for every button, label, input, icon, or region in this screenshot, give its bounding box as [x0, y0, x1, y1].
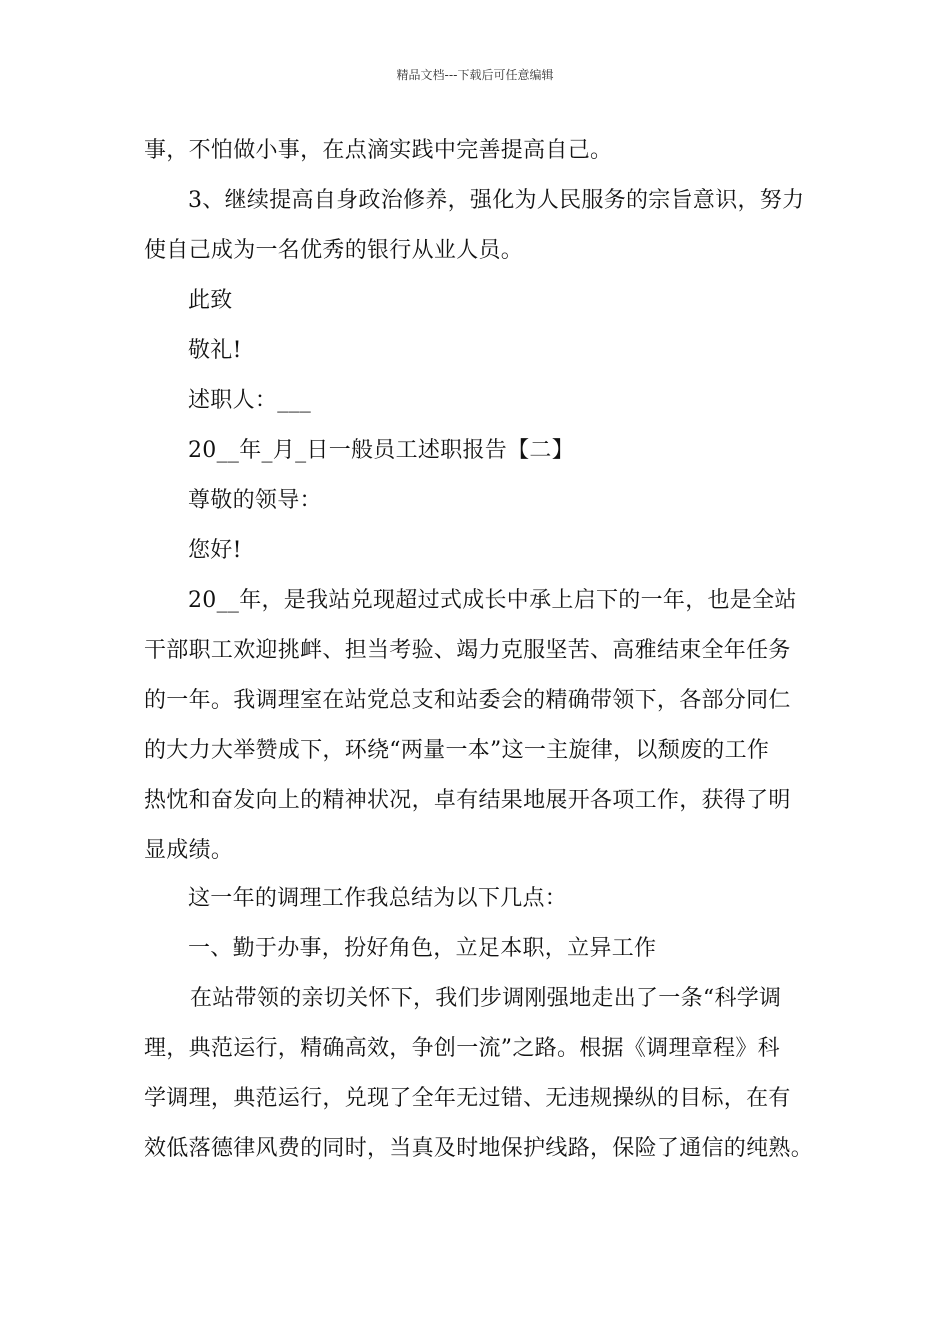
- text-line: 事，不怕做小事，在点滴实践中完善提高自己。: [144, 138, 613, 163]
- section-heading: 20__年_月_日一般员工述职报告【二】: [188, 438, 574, 463]
- text-line: 尊敬的领导：: [188, 488, 322, 513]
- text-line: 一、勤于办事，扮好角色，立足本职，立异工作: [188, 936, 657, 961]
- text-line: 干部职工欢迎挑衅、担当考验、竭力克服坚苦、高雅结束全年任务: [144, 638, 791, 663]
- text-line: 使自己成为一名优秀的银行从业人员。: [144, 238, 524, 263]
- text-line: 述职人：___: [188, 388, 312, 413]
- text-line: 此致: [188, 288, 233, 313]
- text-line: 20__年，是我站兑现超过式成长中承上启下的一年，也是全站: [188, 588, 797, 613]
- text-line: 您好!: [188, 538, 242, 563]
- text-line: 显成绩。: [144, 838, 234, 863]
- page-header: 精品文档---下载后可任意编辑: [396, 68, 554, 82]
- text-line: 3、继续提高自身政治修养，强化为人民服务的宗旨意识，努力: [188, 188, 805, 213]
- text-line: 效低落德律风费的同时，当真及时地保护线路，保险了通信的纯熟。: [144, 1136, 814, 1161]
- text-line: 学调理，典范运行，兑现了全年无过错、无违规操纵的目标，在有: [144, 1086, 791, 1111]
- text-line: 在站带领的亲切关怀下，我们步调刚强地走出了一条“科学调: [190, 986, 782, 1011]
- text-line: 理，典范运行，精确高效，争创一流”之路。根据《调理章程》科: [144, 1036, 780, 1061]
- text-line: 热忱和奋发向上的精神状况，卓有结果地展开各项工作，获得了明: [144, 788, 791, 813]
- text-line: 敬礼!: [188, 338, 242, 363]
- text-line: 的一年。我调理室在站党总支和站委会的精确带领下，各部分同仁: [144, 688, 791, 713]
- text-line: 这一年的调理工作我总结为以下几点：: [188, 886, 568, 911]
- text-line: 的大力大举赞成下，环绕“两量一本”这一主旋律，以颓废的工作: [144, 738, 770, 763]
